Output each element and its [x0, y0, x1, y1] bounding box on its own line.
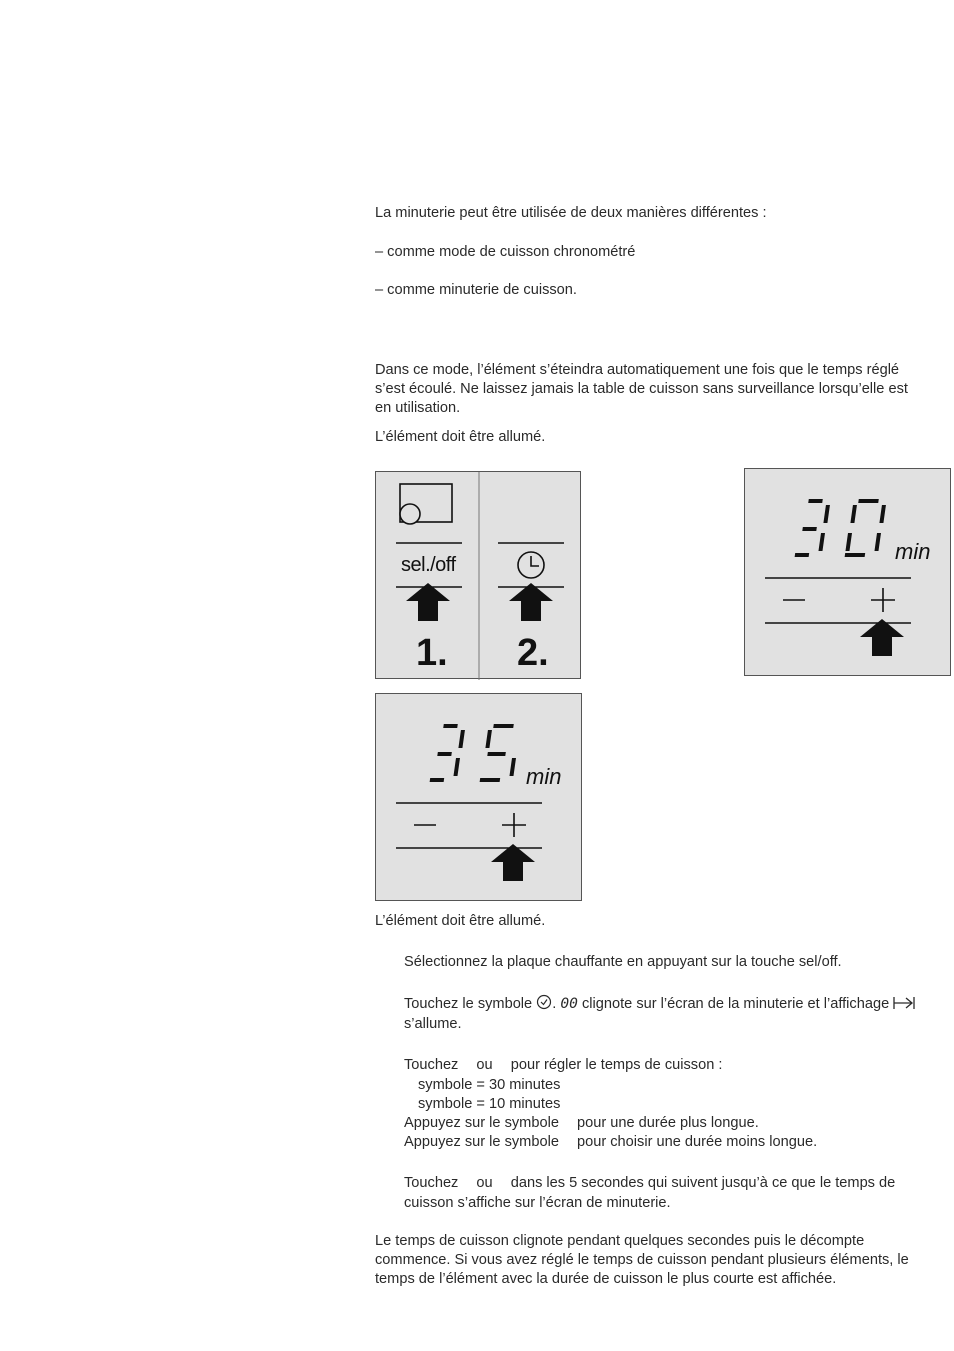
step-3-shorter [404, 1133, 817, 1152]
step-4-touch: Touchez [404, 1175, 459, 1191]
timer-clock-icon [536, 994, 552, 1010]
mode-note: L’élément doit être allumé. [375, 429, 546, 445]
step-3-press-symbol: Appuyez sur le symbole [404, 1115, 559, 1131]
option-timed-cooking: – comme mode de cuisson chronométré [375, 244, 636, 260]
seven-segment-digits [430, 724, 516, 782]
step-2-line2: s’allume. [404, 1016, 462, 1032]
arrow-up-icon [491, 844, 535, 881]
mode-para-line3: en utilisation. [375, 400, 461, 416]
plus-icon [871, 588, 895, 612]
step-3-or: ou [476, 1057, 493, 1073]
step-2-line1 [404, 994, 915, 1014]
step-number-1: 1. [416, 632, 448, 674]
unit-min: min [526, 764, 562, 789]
step-3-longer-text: pour une durée plus longue. [577, 1115, 759, 1131]
step-3-sub2: symbole = 10 minutes [418, 1096, 561, 1112]
mode-para-line2: s’est écoulé. Ne laissez jamais la table de cuisson sans surveillance lorsqu’elle est [375, 381, 908, 397]
step-3-press-symbol: Appuyez sur le symbole [404, 1134, 559, 1150]
step-4-line1 [404, 1174, 895, 1193]
outro-line3: temps de l’élément avec la durée de cuisson le plus courte est affichée. [375, 1271, 837, 1287]
arrow-up-icon [406, 583, 450, 621]
step-3-purpose: pour régler le temps de cuisson : [510, 1057, 723, 1073]
step-4-or: ou [476, 1175, 493, 1191]
arrow-up-icon [860, 619, 904, 656]
step-3-shorter-text: pour choisir une durée moins longue. [577, 1134, 818, 1150]
timer-display-35-figure [375, 693, 582, 901]
step-2-post: clignote sur l’écran de la minuterie et l’affichage [582, 996, 890, 1012]
step-2-pre: Touchez le symbole [404, 996, 533, 1012]
timer-display-30-figure [744, 468, 951, 676]
clock-icon [518, 552, 544, 578]
hob-element-icon [400, 484, 452, 524]
step-number-2: 2. [517, 632, 549, 674]
step-4-text: dans les 5 secondes qui suivent jusqu’à ce que le temps de [510, 1175, 896, 1191]
arrow-up-icon [509, 583, 553, 621]
step-4-line2: cuisson s’affiche sur l’écran de minuterie. [404, 1195, 671, 1211]
step-1-text: Sélectionnez la plaque chauffante en appuyant sur la touche sel/off. [404, 954, 842, 970]
sel-off-key-label: sel./off [401, 554, 456, 576]
flashing-digits: 00 [560, 995, 578, 1012]
step-3-touch: Touchez [404, 1057, 459, 1073]
option-kitchen-timer: – comme minuterie de cuisson. [375, 282, 577, 298]
plus-icon [502, 813, 526, 837]
outro-line2: commence. Si vous avez réglé le temps de cuisson pendant plusieurs éléments, le [375, 1252, 909, 1268]
outro-line1: Le temps de cuisson clignote pendant quelques secondes puis le décompte [375, 1233, 865, 1249]
cooking-time-indicator-icon [893, 996, 915, 1010]
intro-text: La minuterie peut être utilisée de deux manières différentes : [375, 205, 767, 221]
steps-note: L’élément doit être allumé. [375, 913, 546, 929]
step-3-line1 [404, 1056, 722, 1075]
seven-segment-digits [795, 499, 886, 557]
control-panel-figure [375, 471, 581, 679]
unit-min: min [895, 539, 931, 564]
step-3-sub1: symbole = 30 minutes [418, 1077, 561, 1093]
step-2-dot: . [552, 996, 557, 1012]
step-3-longer [404, 1114, 759, 1133]
mode-para-line1: Dans ce mode, l’élément s’éteindra automatiquement une fois que le temps réglé [375, 362, 900, 378]
